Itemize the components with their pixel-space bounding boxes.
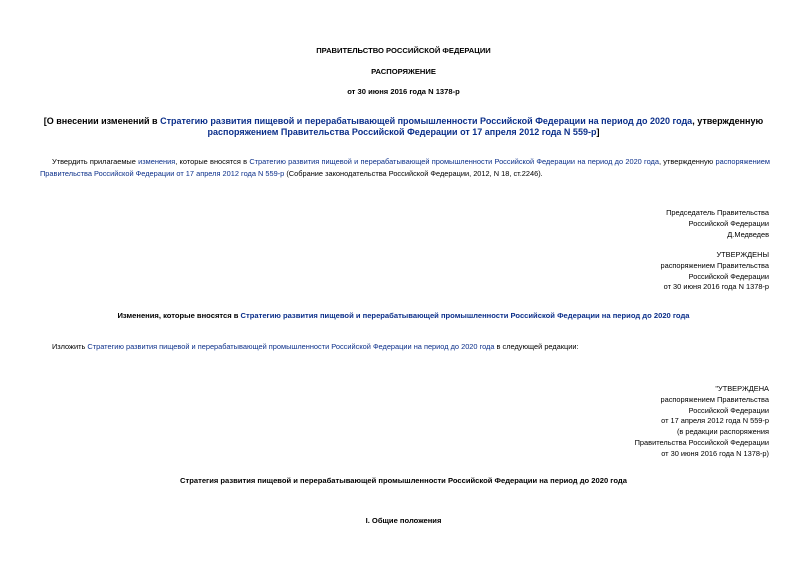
approved-line: Российской Федерации <box>688 405 769 415</box>
title-middle: , утвержденную <box>692 116 764 126</box>
link-order-559[interactable]: распоряжением Правительства Российской Федерации от 17 апреля 2012 года N 559-р <box>40 157 770 178</box>
signature-line: Д.Медведев <box>727 229 769 239</box>
approved-line: от 30 июня 2016 года N 1378-р) <box>661 448 769 458</box>
approved-line: распоряжением Правительства <box>660 260 769 270</box>
paragraph-restate <box>52 341 782 353</box>
document-title <box>40 116 767 138</box>
changes-heading-link[interactable]: Стратегию развития пищевой и перерабатывающей промышленности Российской Федерации на период до 2020 года <box>240 311 690 320</box>
paragraph-text: , утвержденную <box>658 157 716 166</box>
title-suffix: ] <box>596 127 600 137</box>
approved-line: "УТВЕРЖДЕНА <box>715 384 769 393</box>
signature-line: Российской Федерации <box>688 218 769 228</box>
signature-line: Председатель Правительства <box>666 208 769 217</box>
paragraph-text: в следующей редакции: <box>494 342 579 351</box>
paragraph-text: (Собрание законодательства Российской Федерации, 2012, N 18, ст.2246). <box>284 168 543 178</box>
paragraph-text: Утвердить прилагаемые <box>52 157 139 166</box>
title-link-strategy[interactable]: Стратегию развития пищевой и перерабатывающей промышленности Российской Федерации на период до 2020 года <box>160 116 693 126</box>
paragraph-text: Изложить <box>52 342 88 351</box>
approved-line: от 30 июня 2016 года N 1378-р <box>663 282 769 292</box>
section-title: I. Общие положения <box>365 516 442 525</box>
approved-strategy-block <box>635 384 769 460</box>
approved-line: от 17 апреля 2012 года N 559-р <box>661 416 769 426</box>
document-type: РАСПОРЯЖЕНИЕ <box>371 67 436 76</box>
title-prefix: [О внесении изменений в <box>43 116 161 126</box>
paragraph-text: , которые вносятся в <box>175 157 250 166</box>
strategy-title: Стратегия развития пищевой и перерабатывающей промышленности Российской Федерации на период до 2020 года <box>180 476 627 485</box>
approved-block <box>660 250 769 293</box>
link-changes[interactable]: изменения <box>138 157 176 166</box>
approved-line: распоряжением Правительства <box>660 394 769 404</box>
signature-block <box>666 208 769 240</box>
link-strategy[interactable]: Стратегию развития пищевой и перерабатывающей промышленности Российской Федерации на период до 2020 года <box>249 157 659 166</box>
paragraph-approve <box>40 156 770 179</box>
approved-line: Российской Федерации <box>688 271 769 281</box>
government-name: ПРАВИТЕЛЬСТВО РОССИЙСКОЙ ФЕДЕРАЦИИ <box>316 46 491 55</box>
changes-heading-prefix: Изменения, которые вносятся в <box>117 311 241 320</box>
document-date-number: от 30 июня 2016 года N 1378-р <box>347 87 460 96</box>
changes-heading <box>0 311 807 322</box>
approved-line: Правительства Российской Федерации <box>634 437 769 447</box>
approved-line: (в редакции распоряжения <box>676 427 769 437</box>
link-strategy[interactable]: Стратегию развития пищевой и перерабатывающей промышленности Российской Федерации на период до 2020 года <box>87 342 495 351</box>
title-link-order[interactable]: распоряжением Правительства Российской Федерации от 17 апреля 2012 года N 559-р <box>207 127 597 137</box>
approved-line: УТВЕРЖДЕНЫ <box>716 250 769 259</box>
